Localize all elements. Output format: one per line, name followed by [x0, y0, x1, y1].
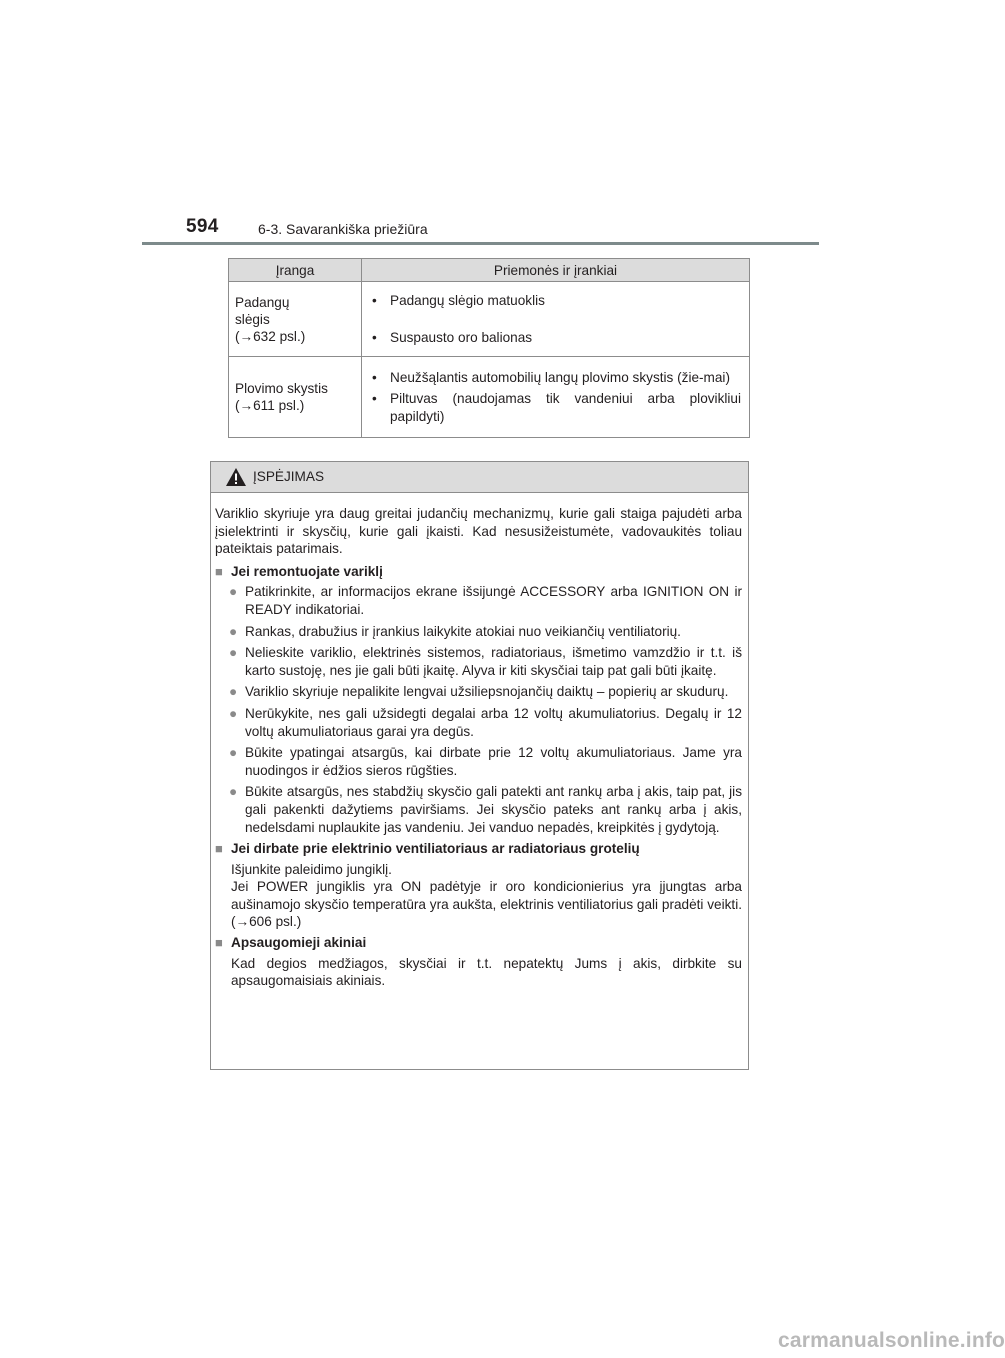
tool-text: Neužšąlantis automobilių langų plovimo skystis (žie-mai) — [390, 369, 730, 385]
subsection-heading — [215, 840, 742, 858]
tool-text: Piltuvas (naudojamas tik vandeniui arba plovikliui papildyti) — [390, 391, 741, 424]
equipment-line: Plovimo skystis — [235, 381, 328, 396]
warning-title: ĮSPĖJIMAS — [253, 469, 325, 484]
equipment-cell — [229, 357, 362, 438]
list-item: ● Nelieskite variklio, elektrinės sistemos, radiatoriaus, išmetimo vamzdžio ir t.t. iš karto sustoję, nes jie gali būti įkaitę. Alyva ir kiti skysčiai taip pat gali būti įkaitę. — [215, 644, 742, 679]
table-row — [229, 357, 750, 438]
equipment-line: slėgis — [235, 311, 270, 327]
list-item: ● Variklio skyriuje nepalikite lengvai užsiliepsnojančių daiktų – popierių ar skudurų. — [215, 683, 742, 701]
list-item: ● Rankas, drabužius ir įrankius laikykite atokiai nuo veikiančių ventiliatorių. — [215, 623, 742, 641]
circle-bullet-icon: ● — [229, 623, 238, 639]
square-bullet-icon: ■ — [215, 563, 223, 579]
subsection-heading — [215, 563, 742, 581]
list-item: ● Būkite ypatingai atsargūs, kai dirbate prie 12 voltų akumuliatoriaus. Jame yra nuodingos ir ėdžios sieros rūgšties. — [215, 744, 742, 779]
circle-bullet-icon: ● — [229, 784, 238, 800]
page-header — [0, 0, 960, 250]
circle-bullet-icon: ● — [229, 684, 238, 700]
warning-body — [211, 493, 748, 990]
list-item: ● Nerūkykite, nes gali užsidegti degalai arba 12 voltų akumuliatorius. Degalų ir 12 voltų akumuliatoriaus garai yra degūs. — [215, 705, 742, 740]
warning-intro: Variklio skyriuje yra daug greitai judančių mechanizmų, kurie gali staiga pajudėti arba įsielektrinti ir skysčių, kurie gali įkaisti. Kad nesusižeistumėte, vadovaukitės toliau pateiktais patarimais. — [215, 506, 742, 557]
equipment-reference: (→611 psl.) — [235, 398, 305, 413]
warning-triangle-icon — [225, 467, 247, 487]
tools-cell — [362, 282, 750, 357]
page-number: 594 — [186, 216, 219, 237]
subsection-title: Jei remontuojate variklį — [231, 563, 383, 579]
square-bullet-icon: ■ — [215, 841, 223, 857]
section-title: 6-3. Savarankiška priežiūra — [258, 221, 428, 237]
paragraph: Jei POWER jungiklis yra ON padėtyje ir oro kondicionierius yra įjungtas arba aušinamojo skysčio temperatūra yra aukšta, elektrinis ventiliatorius gali pradėti veikti. (→606 psl.) — [231, 879, 742, 930]
circle-bullet-icon: ● — [229, 705, 238, 721]
circle-bullet-icon: ● — [229, 584, 238, 600]
subsection-title: Apsaugomieji akiniai — [231, 935, 367, 951]
equipment-reference: (→632 psl.) — [235, 328, 306, 344]
square-bullet-icon: ■ — [215, 935, 223, 951]
warning-header — [211, 462, 748, 493]
list-item: • Padangų slėgio matuoklis — [368, 292, 741, 310]
warning-box — [210, 461, 749, 1070]
list-item: • Suspausto oro balionas — [368, 329, 741, 347]
list-item: • Neužšąlantis automobilių langų plovimo skystis (žie-mai) — [368, 369, 741, 387]
paragraph: Išjunkite paleidimo jungiklį. — [231, 861, 392, 877]
watermark: carmanualsonline.info — [778, 1329, 1005, 1352]
circle-bullet-icon: ● — [229, 645, 238, 661]
circle-bullet-icon: ● — [229, 745, 238, 761]
table-header-row — [229, 259, 750, 282]
list-item: • Piltuvas (naudojamas tik vandeniui arba plovikliui papildyti) — [372, 391, 741, 424]
subsection-heading — [215, 934, 742, 952]
header-rule — [142, 242, 819, 245]
paragraph: Kad degios medžiagos, skysčiai ir t.t. nepatektų Jums į akis, dirbkite su apsaugomaisiais akiniais. — [231, 955, 742, 989]
subsection-title: Jei dirbate prie elektrinio ventiliatoriaus ar radiatoriaus grotelių — [231, 841, 640, 857]
table-row — [229, 282, 750, 357]
equipment-table — [228, 258, 750, 438]
equipment-line: Padangų — [235, 294, 290, 310]
tool-text: Suspausto oro balionas — [390, 330, 533, 345]
list-item: ● Patikrinkite, ar informacijos ekrane išsijungė ACCESSORY arba IGNITION ON ir READY indikatoriai. — [215, 583, 742, 618]
column-header-tools: Priemonės ir įrankiai — [362, 259, 750, 282]
list-item: ● Būkite atsargūs, nes stabdžių skysčio gali patekti ant rankų arba į akis, taip pat, jis gali pakenkti dažytiems paviršiams. Jei skysčio pateks ant rankų arba į akis, nedelsdami nuplaukite jas vandeniu. Jei vanduo nepadės, kreipkitės į gydytoją. — [215, 783, 742, 836]
equipment-cell — [229, 282, 362, 357]
tool-text: Padangų slėgio matuoklis — [390, 292, 545, 308]
tools-cell — [362, 357, 750, 438]
column-header-equipment: Įranga — [229, 259, 362, 282]
